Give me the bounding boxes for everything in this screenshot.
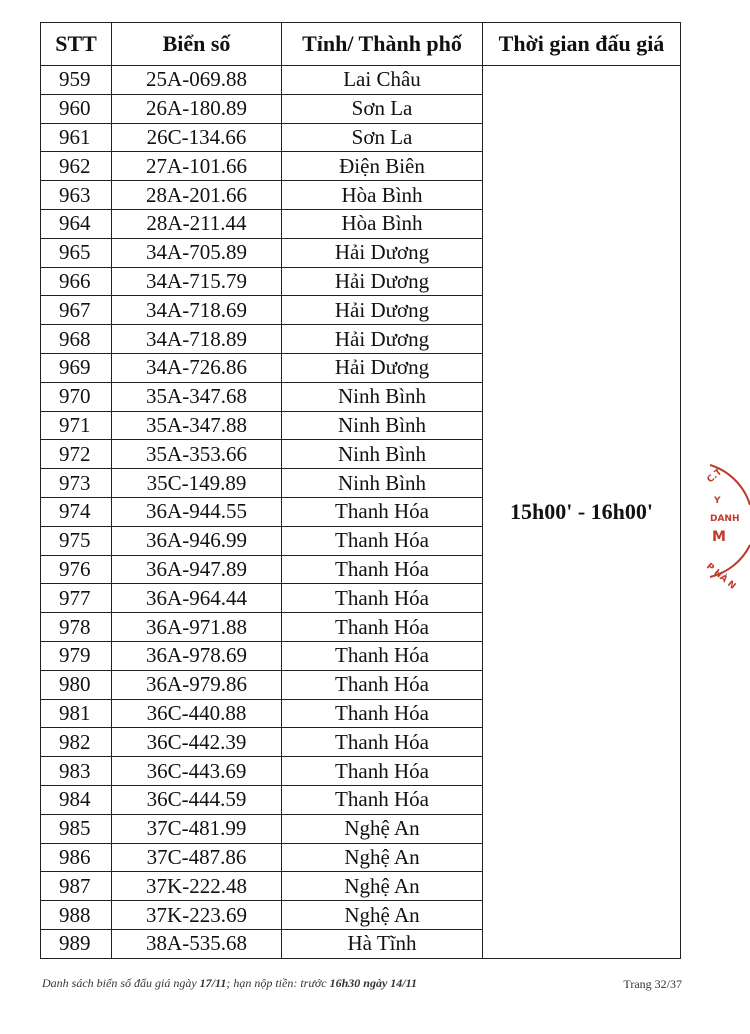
row-stt: 963 — [41, 181, 112, 210]
row-stt: 966 — [41, 267, 112, 296]
row-plate: 36A-964.44 — [112, 584, 282, 613]
row-stt: 980 — [41, 670, 112, 699]
footer-middle: ; hạn nộp tiền: trước — [226, 976, 327, 990]
footer-prefix: Danh sách biển số đấu giá ngày — [42, 976, 197, 990]
row-stt: 982 — [41, 728, 112, 757]
header-plate: Biển số — [112, 23, 282, 66]
row-province: Sơn La — [282, 123, 483, 152]
row-province: Sơn La — [282, 94, 483, 123]
row-province: Hải Dương — [282, 325, 483, 354]
row-plate: 36A-947.89 — [112, 555, 282, 584]
row-province: Hải Dương — [282, 353, 483, 382]
row-stt: 976 — [41, 555, 112, 584]
row-stt: 968 — [41, 325, 112, 354]
row-province: Thanh Hóa — [282, 670, 483, 699]
row-stt: 967 — [41, 296, 112, 325]
row-stt: 971 — [41, 411, 112, 440]
header-province: Tỉnh/ Thành phố — [282, 23, 483, 66]
row-province: Hòa Bình — [282, 209, 483, 238]
row-plate: 38A-535.68 — [112, 929, 282, 958]
row-stt: 975 — [41, 526, 112, 555]
row-province: Hải Dương — [282, 296, 483, 325]
row-province: Thanh Hóa — [282, 757, 483, 786]
row-stt: 988 — [41, 901, 112, 930]
row-plate: 36A-944.55 — [112, 497, 282, 526]
row-plate: 37C-487.86 — [112, 843, 282, 872]
row-stt: 987 — [41, 872, 112, 901]
footer-auction-date: 17/11 — [199, 976, 227, 990]
row-province: Thanh Hóa — [282, 584, 483, 613]
row-stt: 960 — [41, 94, 112, 123]
row-stt: 959 — [41, 66, 112, 95]
row-stt: 961 — [41, 123, 112, 152]
row-plate: 37C-481.99 — [112, 814, 282, 843]
auction-time-slot: 15h00' - 16h00' — [483, 66, 681, 959]
row-province: Nghệ An — [282, 843, 483, 872]
row-province: Ninh Bình — [282, 411, 483, 440]
row-plate: 35A-347.68 — [112, 382, 282, 411]
row-province: Thanh Hóa — [282, 699, 483, 728]
row-stt: 984 — [41, 785, 112, 814]
row-plate: 34A-718.69 — [112, 296, 282, 325]
row-stt: 972 — [41, 440, 112, 469]
plates-table — [40, 22, 681, 959]
page-number: Trang 32/37 — [623, 977, 682, 991]
row-province: Thanh Hóa — [282, 497, 483, 526]
row-stt: 981 — [41, 699, 112, 728]
row-province: Hải Dương — [282, 238, 483, 267]
row-plate: 27A-101.66 — [112, 152, 282, 181]
row-stt: 973 — [41, 469, 112, 498]
row-province: Nghệ An — [282, 901, 483, 930]
row-province: Ninh Bình — [282, 382, 483, 411]
footer-deadline-day: ngày 14/11 — [363, 976, 417, 990]
row-plate: 36C-440.88 — [112, 699, 282, 728]
stamp-text: DANH — [710, 514, 740, 524]
row-plate: 37K-223.69 — [112, 901, 282, 930]
row-province: Hải Dương — [282, 267, 483, 296]
table-header-row — [41, 23, 681, 66]
stamp-text: Y — [714, 496, 721, 506]
row-province: Thanh Hóa — [282, 728, 483, 757]
row-stt: 979 — [41, 641, 112, 670]
row-province: Nghệ An — [282, 814, 483, 843]
footer-note — [42, 976, 682, 991]
stamp-text: P HÀ N — [704, 561, 738, 592]
row-province: Nghệ An — [282, 872, 483, 901]
row-stt: 978 — [41, 613, 112, 642]
row-plate: 26C-134.66 — [112, 123, 282, 152]
row-stt: 965 — [41, 238, 112, 267]
row-plate: 36A-946.99 — [112, 526, 282, 555]
row-plate: 36A-978.69 — [112, 641, 282, 670]
row-province: Lai Châu — [282, 66, 483, 95]
row-stt: 970 — [41, 382, 112, 411]
row-plate: 36C-443.69 — [112, 757, 282, 786]
row-plate: 36A-971.88 — [112, 613, 282, 642]
row-province: Hà Tĩnh — [282, 929, 483, 958]
row-province: Ninh Bình — [282, 440, 483, 469]
row-province: Ninh Bình — [282, 469, 483, 498]
row-plate: 36C-442.39 — [112, 728, 282, 757]
table-body — [41, 66, 681, 959]
row-plate: 34A-705.89 — [112, 238, 282, 267]
row-stt: 983 — [41, 757, 112, 786]
row-stt: 974 — [41, 497, 112, 526]
row-plate: 37K-222.48 — [112, 872, 282, 901]
company-seal-icon — [690, 455, 750, 592]
row-plate: 34A-715.79 — [112, 267, 282, 296]
row-plate: 35C-149.89 — [112, 469, 282, 498]
stamp-text: C.T — [705, 467, 725, 486]
table-row — [41, 66, 681, 95]
row-plate: 25A-069.88 — [112, 66, 282, 95]
row-province: Thanh Hóa — [282, 526, 483, 555]
stamp-text: M — [712, 529, 726, 545]
footer-deadline-time: 16h30 — [329, 976, 361, 990]
row-stt: 977 — [41, 584, 112, 613]
row-plate: 28A-211.44 — [112, 209, 282, 238]
header-stt: STT — [41, 23, 112, 66]
row-province: Hòa Bình — [282, 181, 483, 210]
row-stt: 964 — [41, 209, 112, 238]
row-plate: 34A-726.86 — [112, 353, 282, 382]
row-province: Thanh Hóa — [282, 785, 483, 814]
row-province: Điện Biên — [282, 152, 483, 181]
row-plate: 34A-718.89 — [112, 325, 282, 354]
row-stt: 962 — [41, 152, 112, 181]
row-plate: 28A-201.66 — [112, 181, 282, 210]
row-stt: 986 — [41, 843, 112, 872]
row-plate: 35A-347.88 — [112, 411, 282, 440]
row-stt: 969 — [41, 353, 112, 382]
row-province: Thanh Hóa — [282, 641, 483, 670]
row-province: Thanh Hóa — [282, 613, 483, 642]
row-plate: 35A-353.66 — [112, 440, 282, 469]
row-province: Thanh Hóa — [282, 555, 483, 584]
row-plate: 36A-979.86 — [112, 670, 282, 699]
row-stt: 985 — [41, 814, 112, 843]
row-plate: 36C-444.59 — [112, 785, 282, 814]
header-auction-time: Thời gian đấu giá — [483, 23, 681, 66]
row-plate: 26A-180.89 — [112, 94, 282, 123]
row-stt: 989 — [41, 929, 112, 958]
